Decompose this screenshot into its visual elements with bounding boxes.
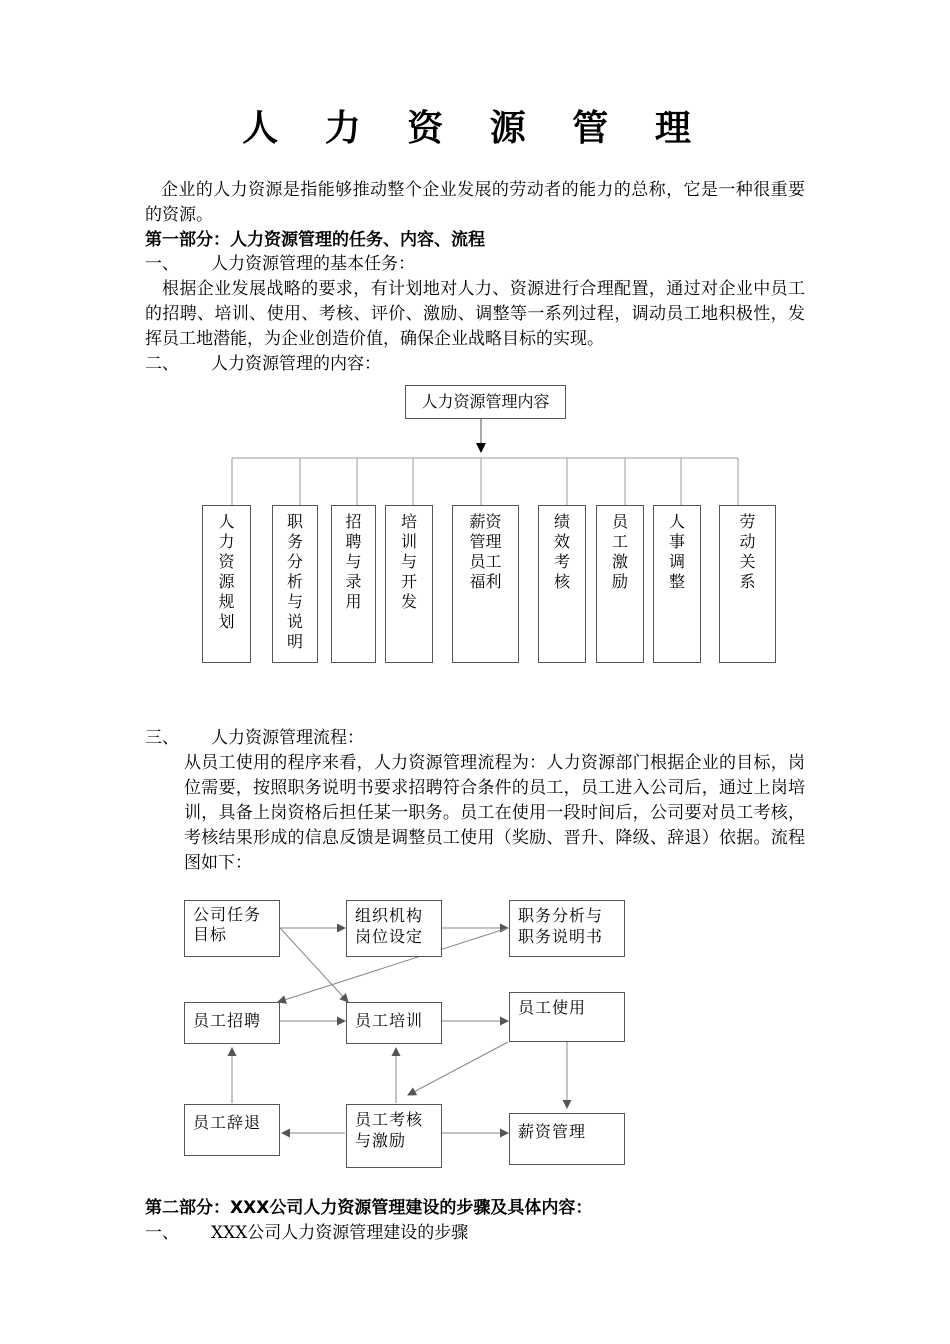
- arrow-job-to-recruit: [278, 928, 508, 1002]
- tree-node-labor-relations: 劳 动 关 系: [719, 505, 776, 663]
- part2-heading: 第二部分：XXX公司人力资源管理建设的步骤及具体内容：: [145, 1198, 593, 1218]
- section1-number: 一、: [145, 254, 179, 274]
- arrow-goal-to-train: [280, 928, 348, 1002]
- intro-text: 企业的人力资源是指能够推动整个企业发展的劳动者的能力的总称，它是一种很重要的资源。: [145, 180, 805, 225]
- section1-body-text: 根据企业发展战略的要求，有计划地对人力、资源进行合理配置，通过对企业中员工的招聘、培训、使用、考核、评价、激励、调整等一系列过程，调动员工地积极性，发挥员工地潜能，为企业创造价值，确保企业战略目标的实现。: [145, 279, 805, 349]
- tree-node-training: 培 训 与 开 发: [385, 505, 433, 663]
- intro-paragraph: [145, 178, 805, 228]
- tree-root-box: 人力资源管理内容: [405, 385, 566, 419]
- tree-node-recruitment: 招 聘 与 录 用: [331, 505, 376, 663]
- flow-node-company-goal: 公司任务目标: [184, 900, 280, 957]
- flow-node-job-description: 职务分析与职务说明书: [509, 900, 625, 957]
- section1-heading: [145, 252, 415, 277]
- page-title: 人 力 资 源 管 理: [242, 108, 708, 149]
- tree-node-incentive: 员 工 激 励: [596, 505, 644, 663]
- section3-body: [184, 751, 805, 876]
- part2-section1-number: 一、: [145, 1223, 179, 1243]
- part2-section1-title: XXX公司人力资源管理建设的步骤: [211, 1223, 469, 1243]
- part2-section1-heading: [145, 1221, 469, 1246]
- tree-node-performance: 绩 效 考 核: [538, 505, 586, 663]
- flow-node-assessment-incentive: 员工考核与激励: [346, 1104, 442, 1168]
- tree-node-job-analysis: 职 务 分 析 与 说 明: [272, 505, 318, 663]
- flow-node-employee-use: 员工使用: [509, 992, 625, 1042]
- tree-node-salary-welfare: 薪资 管理 员工 福利: [452, 505, 519, 663]
- flow-node-salary: 薪资管理: [509, 1113, 625, 1165]
- part1-heading: 第一部分：人力资源管理的任务、内容、流程: [145, 230, 485, 250]
- section3-heading: [145, 726, 364, 751]
- section3-body-text: 从员工使用的程序来看，人力资源管理流程为：人力资源部门根据企业的目标，岗位需要，按照职务说明书要求招聘符合条件的员工，员工进入公司后，通过上岗培训，具备上岗资格后担任某一职务。员工在使用一段时间后，公司要对员工考核，考核结果形成的信息反馈是调整员工使用（奖励、晋升、降级、辞退）依据。流程图如下：: [184, 753, 805, 873]
- section1-title: 人力资源管理的基本任务：: [211, 254, 415, 274]
- flow-node-dismissal: 员工辞退: [184, 1104, 280, 1156]
- flow-node-recruitment: 员工招聘: [184, 1002, 280, 1044]
- tree-node-hr-planning: 人 力 资 源 规 划: [202, 505, 251, 663]
- section3-title: 人力资源管理流程：: [211, 728, 364, 748]
- section3-number: 三、: [145, 728, 179, 748]
- section2-heading: [145, 352, 381, 377]
- section1-body: [145, 277, 805, 352]
- flow-node-training: 员工培训: [346, 1002, 442, 1044]
- arrow-use-to-assess: [408, 1042, 508, 1095]
- section2-number: 二、: [145, 354, 179, 374]
- flow-node-org-positions: 组织机构岗位设定: [346, 900, 442, 957]
- tree-node-adjustment: 人 事 调 整: [653, 505, 701, 663]
- section2-title: 人力资源管理的内容：: [211, 354, 381, 374]
